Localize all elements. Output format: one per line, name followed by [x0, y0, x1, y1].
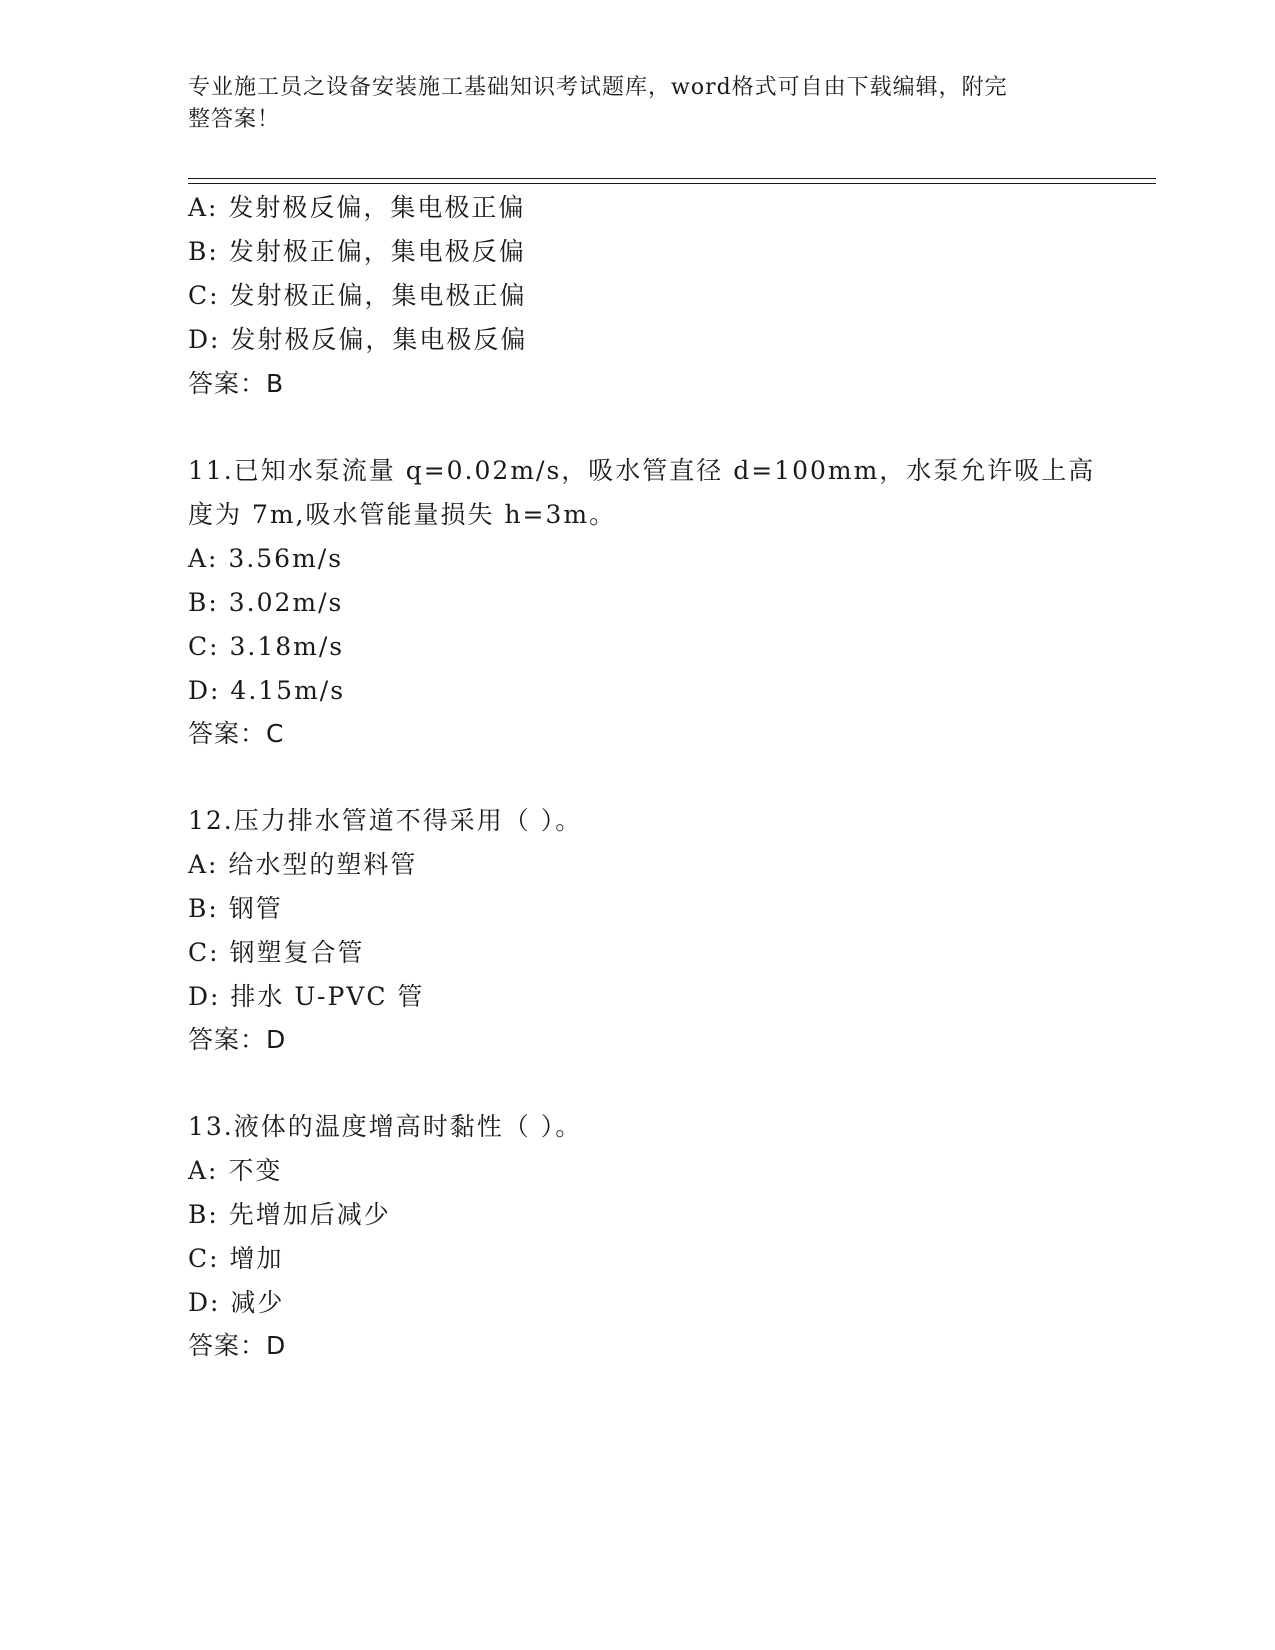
q13-option-c: C: 增加	[188, 1244, 284, 1273]
q11-stem-line-1: 11.已知水泵流量 q=0.02m/s，吸水管直径 d=100mm，水泵允许吸上高	[188, 456, 1096, 485]
q13-stem: 13.液体的温度增高时黏性（ ）。	[188, 1112, 583, 1141]
document-header	[188, 72, 1068, 136]
q10-option-b: B: 发射极正偏，集电极反偏	[188, 237, 526, 266]
q12-option-a: A: 给水型的塑料管	[188, 850, 418, 879]
q13-answer: 答案：D	[188, 1331, 287, 1360]
q12-option-b: B: 钢管	[188, 894, 283, 923]
q12-answer: 答案：D	[188, 1025, 287, 1054]
q10-option-d: D: 发射极反偏，集电极反偏	[188, 325, 528, 354]
q10-answer: 答案：B	[188, 369, 285, 398]
q10-option-c: C: 发射极正偏，集电极正偏	[188, 281, 527, 310]
q13-option-a: A: 不变	[188, 1156, 283, 1185]
q11-option-b: B: 3.02m/s	[188, 588, 344, 617]
header-line-1: 专业施工员之设备安装施工基础知识考试题库，word格式可自由下载编辑，附完	[188, 75, 1008, 100]
header-line-2: 整答案！	[188, 107, 281, 132]
q11-answer: 答案：C	[188, 719, 285, 748]
q13-option-d: D: 减少	[188, 1288, 285, 1317]
q12-option-c: C: 钢塑复合管	[188, 938, 365, 967]
q12-option-d: D: 排水 U-PVC 管	[188, 982, 425, 1011]
q11-option-d: D: 4.15m/s	[188, 676, 346, 705]
q12-stem: 12.压力排水管道不得采用（ ）。	[188, 806, 583, 835]
header-divider-bottom	[188, 183, 1156, 184]
q11-stem-line-2: 度为 7m,吸水管能量损失 h=3m。	[188, 500, 617, 529]
header-divider-top	[188, 178, 1156, 179]
q13-option-b: B: 先增加后减少	[188, 1200, 391, 1229]
q11-option-a: A: 3.56m/s	[188, 544, 344, 573]
q10-option-a: A: 发射极反偏，集电极正偏	[188, 193, 526, 222]
q11-option-c: C: 3.18m/s	[188, 632, 345, 661]
